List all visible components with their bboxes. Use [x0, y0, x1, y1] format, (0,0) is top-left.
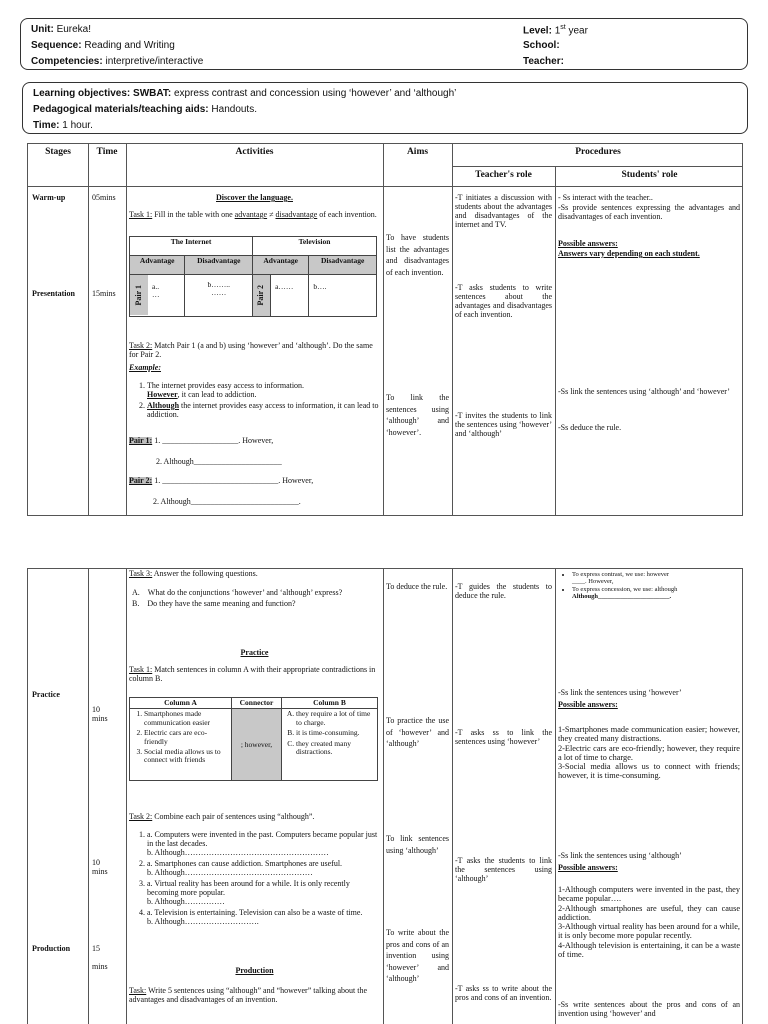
aim-list: To have students list the advantages and disadvantages of each invention.: [386, 233, 449, 277]
link-answers: 1-Although computers were invented in the past, they became popular…. 2-Although smartphones are useful, they can cause addiction. 3-Although virtual reality has been around for a while, it is only become more popular recently. 4-Although television is entertaining, it can be a waste of time.: [558, 885, 740, 959]
discover-title: Discover the language.: [216, 194, 293, 202]
learning-objectives: Learning objectives: SWBAT: express contrast and concession using ‘however’ and ‘although’: [33, 88, 457, 99]
possible-answers: Possible answers:: [558, 240, 618, 248]
stage-practice: Practice: [32, 691, 60, 699]
objectives-box: [22, 82, 748, 134]
combine-list: 1. a. Computers were invented in the past. Computers became popular just in the last decades. b. Although……………………………………………… 2. a. Smartphones can cause addiction. Smartphones are useful. b. Although………………………………………… 3. a. Virtual reality has been around for a while. It is only recently becoming more popular. b. Although…………… 4. a. Television is entertaining. Television can also be a waste of time. b. Although……………………….: [129, 831, 381, 929]
time-production: 15 mins: [92, 945, 108, 971]
level-row: Level: 1st year: [523, 24, 588, 37]
col-aims: Aims: [406, 147, 429, 157]
col-students-role: Students' role: [621, 170, 678, 180]
aim-deduce: To deduce the rule.: [386, 583, 448, 591]
time-presentation: 15mins: [92, 290, 116, 298]
lesson-table-page2: [27, 568, 743, 1024]
task1-text: Task 1: Fill in the table with one advantage ≠ disadvantage of each invention.: [129, 211, 377, 219]
teacher-invites: -T invites the students to link the sentences using ‘however’ and ‘although’: [455, 412, 552, 438]
time-link: 10 mins: [92, 859, 108, 876]
aim-write: To write about the pros and cons of an invention using ‘however’ and ‘although’: [386, 928, 449, 984]
time-practice: 10 mins: [92, 706, 108, 723]
rule-list: • To express contrast, we use: however ____. However, • To express concession, we use: although Although______________________.: [558, 571, 740, 600]
practice-title: Practice: [240, 649, 269, 657]
aim-practice: To practice the use of ‘however’ and ‘although’: [386, 716, 449, 749]
teacher-asks: -T asks students to write sentences about the advantages and disadvantages of each invention.: [455, 284, 552, 319]
materials: Pedagogical materials/teaching aids: Handouts.: [33, 104, 257, 115]
practice-task1: Task 1: Match sentences in column A with their appropriate contradictions in column B.: [129, 666, 376, 683]
student-write: -Ss write sentences about the pros and cons of an invention using ‘however’ and: [558, 1001, 740, 1018]
teacher-link: -T asks the students to link the sentences using ‘although’: [455, 857, 552, 883]
time: Time: 1 hour.: [33, 120, 93, 131]
teacher-initiates: -T initiates a discussion with students about the advantages and disadvantages of the internet and TV.: [455, 194, 552, 229]
header-box: [20, 18, 748, 70]
aim-link2: To link sentences using ‘although’: [386, 834, 449, 855]
matching-table: Column A Connector Column B 1. Smartphones made communication easier 2. Electric cars are eco-friendly 3. Social media allows us to connect with friends ; however, A. they require a lot of time to charge. B. it is time-consuming. C. they created many distractions.: [129, 697, 378, 781]
pair2-line1: Pair 2: 1. _____________________________. However,: [129, 477, 314, 485]
task3-questions: A. What do the conjunctions ‘however’ and ‘although’ express? B. Do they have the same meaning and function?: [132, 589, 343, 608]
col-teacher-role: Teacher's role: [475, 170, 532, 180]
pair1-line1: Pair 1: 1. ___________________. However,: [129, 437, 274, 445]
advantages-table: The Internet Television Advantage Disadvantage Advantage Disadvantage Pair 1 a.. … b…….. …… Pair 2 a…… b….: [129, 236, 377, 317]
student-interact: - Ss interact with the teacher..: [558, 194, 653, 202]
teacher-write: -T asks ss to write about the pros and cons of an invention.: [455, 985, 552, 1002]
student-deduce: -Ss deduce the rule.: [558, 424, 622, 432]
col-activities: Activities: [235, 147, 274, 157]
answers-vary: Answers vary depending on each student.: [558, 250, 700, 258]
task3: Task 3: Answer the following questions.: [129, 570, 258, 578]
col-stages: Stages: [45, 147, 71, 157]
practice-task2: Task 2: Combine each pair of sentences using “although”.: [129, 813, 315, 821]
student-provide: -Ss provide sentences expressing the advantages and disadvantages of each invention.: [558, 204, 740, 221]
aim-link: To link the sentences using ‘although’ and ‘however’.: [386, 393, 449, 437]
example-list: 1. The internet provides easy access to information. However, it can lead to addiction. 2. Although the internet provides easy access to information, it can lead to addiction.: [129, 382, 381, 422]
pair2-label: Pair 2: [256, 284, 266, 306]
student-link2: -Ss link the sentences using ‘although’: [558, 852, 682, 860]
pair2-line2: 2. Although___________________________.: [153, 498, 301, 506]
student-link: -Ss link the sentences using ‘although’ and ‘however’: [558, 388, 730, 396]
example-label: Example:: [129, 364, 161, 372]
teacher-guides: -T guides the students to deduce the rule.: [455, 583, 552, 600]
time-warmup: 05mins: [92, 194, 116, 202]
possible-answers-3: Possible answers:: [558, 864, 618, 872]
teacher-row: Teacher:: [523, 56, 564, 67]
school-row: School:: [523, 40, 560, 51]
pair1-line2: 2. Although______________________: [156, 458, 282, 466]
task2-text: Task 2: Match Pair 1 (a and b) using ‘however’ and ‘although’. Do the same for Pair 2.: [129, 342, 373, 359]
pair1-label: Pair 1: [133, 284, 143, 306]
production-title: Production: [235, 967, 274, 975]
sequence-row: Sequence: Reading and Writing: [31, 40, 175, 51]
practice-answers: 1-Smartphones made communication easier; however, they created many distractions. 2-Electric cars are eco-friendly; however, they require a lot of time to charge. 3-Social media allows us to connect with friends; however, it is time-consuming.: [558, 725, 740, 781]
teacher-practice: -T asks ss to link the sentences using ‘however’: [455, 729, 552, 746]
col-procedures: Procedures: [575, 147, 621, 157]
stage-warmup: Warm-up: [32, 194, 66, 202]
production-task: Task: Write 5 sentences using “although” and “however” talking about the advantages and disadvantages of an invention.: [129, 987, 368, 1004]
competencies-row: Competencies: interpretive/interactive: [31, 56, 204, 67]
stage-presentation: Presentation: [32, 290, 75, 298]
stage-production: Production: [32, 945, 71, 953]
possible-answers-2: Possible answers:: [558, 701, 618, 709]
student-practice: -Ss link the sentences using ‘however’: [558, 689, 682, 697]
col-time: Time: [96, 147, 118, 157]
unit-row: Unit: Eureka!: [31, 24, 92, 35]
lesson-table-page1: [27, 143, 743, 516]
